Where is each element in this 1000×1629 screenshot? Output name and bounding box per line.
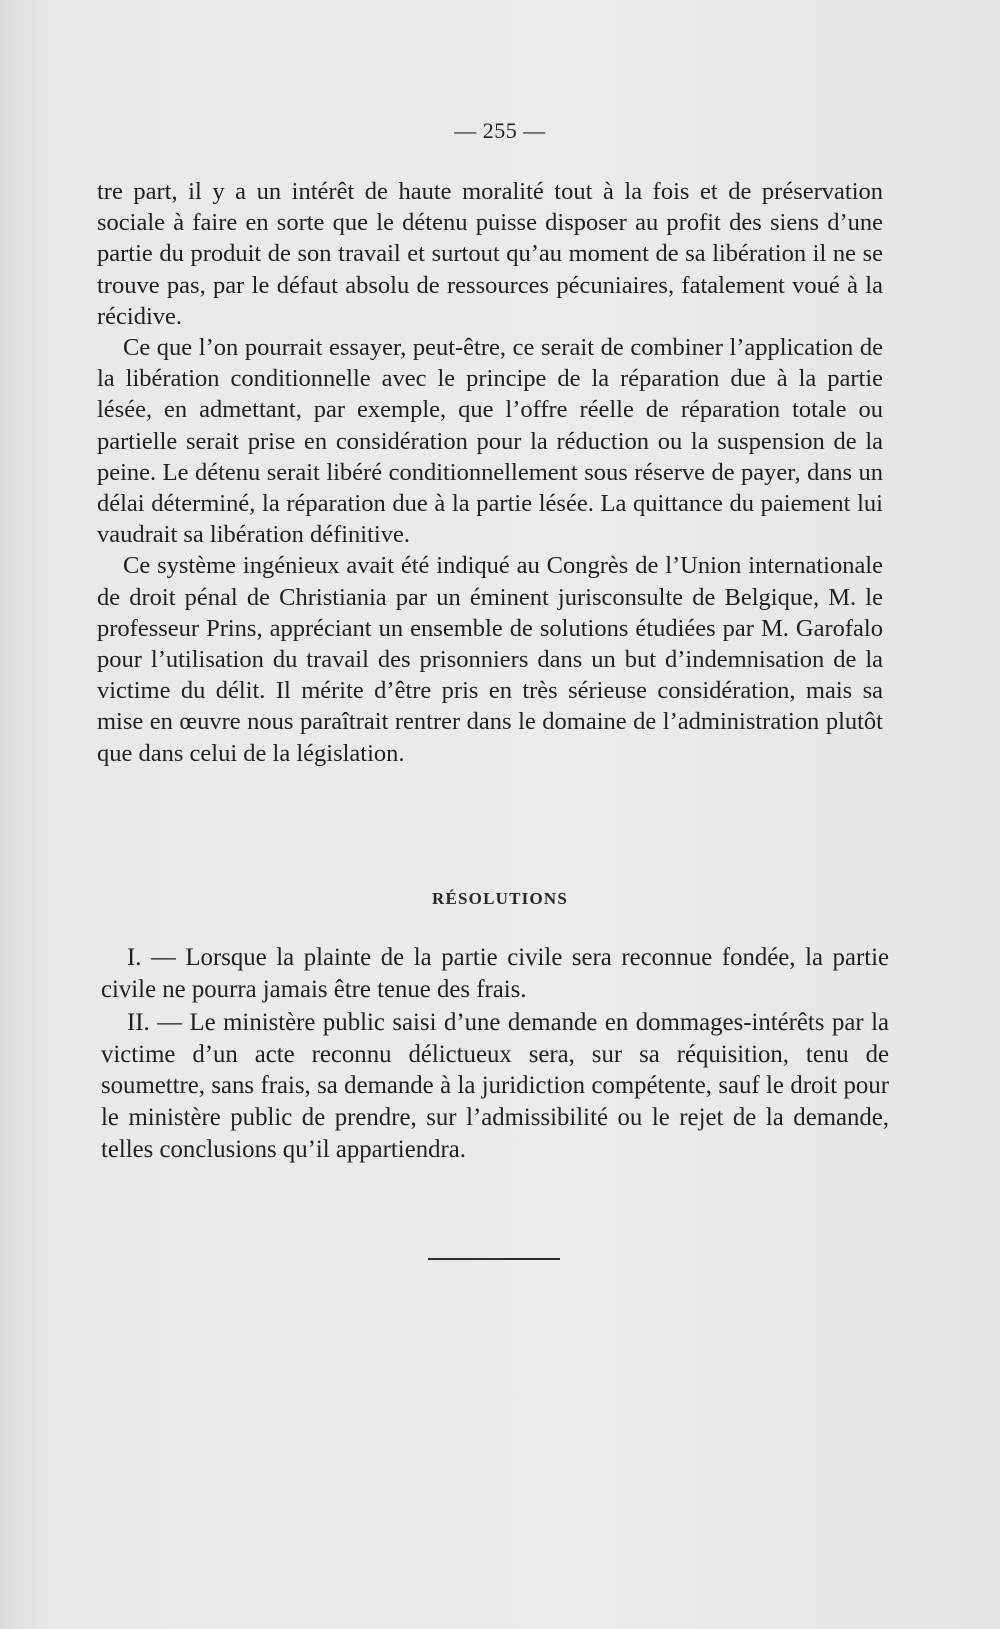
paragraph-ingenious-system: Ce système ingénieux avait été indiqué au Congrès de l’Union internationale de droit pénal de Christiania par un éminent jurisconsulte de Belgique, M. le professeur Prins, appréciant un ensemble de solutions étudiées par M. Garofalo pour l’utilisation du travail des prisonniers dans un but d’indemnisation de la victime du délit. Il mérite d’être pris en très sérieuse considération, mais sa mise en œuvre nous paraîtrait rentrer dans le domaine de l’administration plutôt que dans celui de la législation. — [97, 552, 883, 767]
resolutions-heading: RÉSOLUTIONS — [431, 889, 569, 908]
body-text — [97, 176, 883, 769]
paragraph-conditional-release: Ce que l’on pourrait essayer, peut-être, ce serait de combiner l’application de la libération conditionnelle avec le principe de la réparation due à la partie lésée, en admettant, par exemple, que l’offre réelle de réparation totale ou partielle serait prise en considération pour la réduction ou la suspension de la peine. Le détenu serait libéré conditionnellement sous réserve de payer, dans un délai déterminé, la réparation due à la partie lésée. La quittance du paiement lui vaudrait sa libération définitive. — [97, 334, 883, 549]
section-end-rule — [428, 1258, 560, 1260]
paragraph-continuation: tre part, il y a un intérêt de haute moralité tout à la fois et de préservation sociale à faire en sorte que le détenu puisse disposer au profit des siens d’une partie du produit de son travail et surtout qu’au moment de sa libération il ne se trouve pas, par le défaut absolu de ressources pécuniaires, fatalement voué à la récidive. — [97, 178, 883, 330]
resolution-item-1: I. — Lorsque la plainte de la partie civile sera reconnue fondée, la partie civile ne pourra jamais être tenue des frais. — [101, 944, 889, 1003]
resolution-item-2: II. — Le ministère public saisi d’une demande en dommages-intérêts par la victime d’un acte reconnu délictueux sera, sur sa réquisition, tenu de soumettre, sans frais, sa demande à la juridiction compétente, sauf le droit pour le ministère public de prendre, sur l’admissibilité ou le rejet de la demande, telles conclusions qu’il appartiendra. — [101, 1009, 889, 1163]
resolutions-list — [101, 942, 889, 1167]
page-number: — 255 — — [454, 118, 546, 143]
